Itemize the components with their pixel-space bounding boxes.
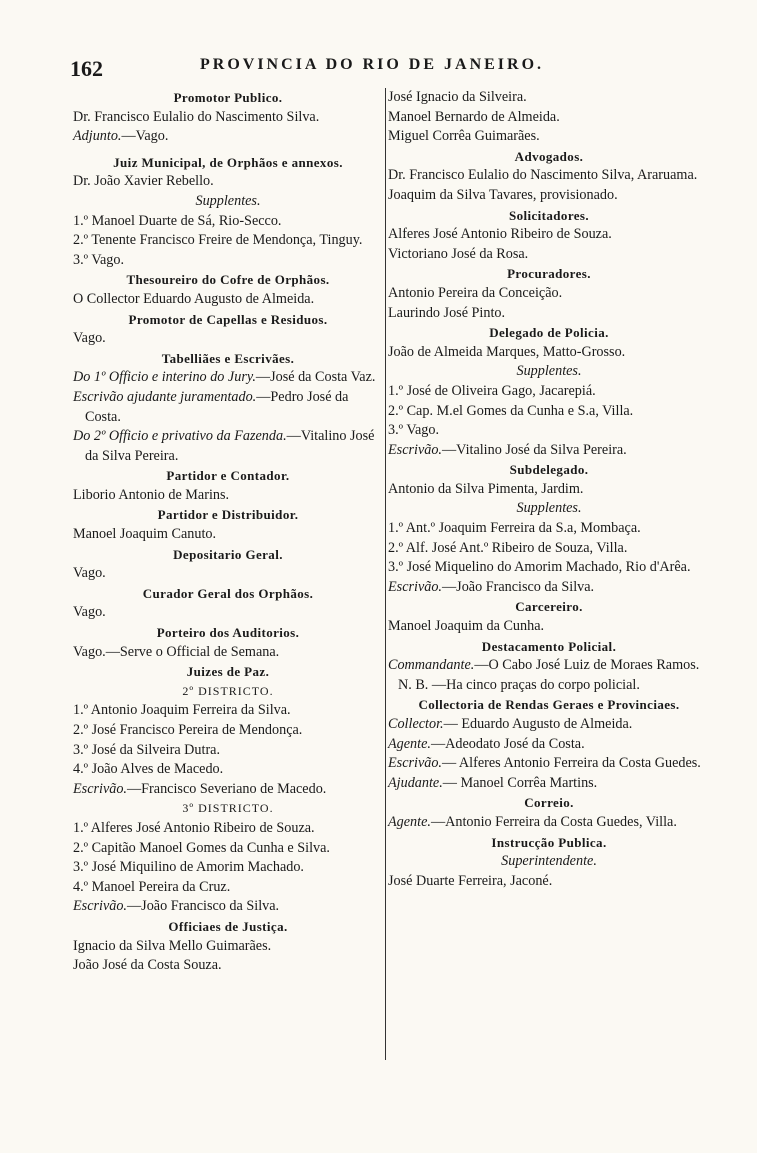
list-item: 1.º Manoel Duarte de Sá, Rio-Secco. <box>73 212 282 229</box>
entry: Alferes José Antonio Ribeiro de Souza. <box>388 226 612 243</box>
section-heading: Correio. <box>524 795 574 811</box>
note: N. B. —Ha cinco praças do corpo policial. <box>398 676 640 693</box>
list-item: 2.º Alf. José Ant.º Ribeiro de Souza, Villa. <box>388 539 628 556</box>
role: Agente. <box>388 813 431 830</box>
role: Escrivão. <box>388 441 442 458</box>
list-item: 2.º Cap. M.el Gomes da Cunha e S.a, Villa. <box>388 402 634 419</box>
role: Escrivão ajudante juramentado. <box>73 388 257 405</box>
subheading: Supplentes. <box>516 500 582 517</box>
list-item: 2.º José Francisco Pereira de Mendonça. <box>73 722 303 738</box>
district-list <box>73 819 383 897</box>
list-item: 3.º José Miquelino do Amorim Machado, Rio d'Arêa. <box>388 559 691 576</box>
district-list <box>73 701 383 779</box>
entry-text: —Vago. <box>121 128 169 145</box>
section-heading: Delegado de Policia. <box>489 325 609 341</box>
supplentes-list <box>73 212 383 271</box>
entry-text: — Manoel Corrêa Martins. <box>442 774 598 791</box>
section-heading: Subdelegado. <box>509 462 589 478</box>
entry <box>73 127 383 147</box>
section-heading: Juiz Municipal, de Orphãos e annexos. <box>113 154 343 170</box>
entry: José Ignacio da Silveira. <box>388 89 527 105</box>
entry <box>388 774 710 794</box>
section-heading: Procuradores. <box>507 266 591 282</box>
entry: Laurindo José Pinto. <box>388 304 506 321</box>
right-column <box>388 88 710 891</box>
section-heading: Instrucção Publica. <box>491 834 607 850</box>
entry: Manoel Bernardo de Almeida. <box>388 108 560 125</box>
entry <box>73 897 383 917</box>
entry <box>388 813 710 833</box>
list-item: 1.º Antonio Joaquim Ferreira da Silva. <box>73 702 291 719</box>
section-heading: Promotor de Capellas e Residuos. <box>128 311 328 327</box>
entry <box>73 388 383 427</box>
role: Commandante. <box>388 657 475 674</box>
list-item: 1.º Alferes José Antonio Ribeiro de Souza. <box>73 819 315 836</box>
section-heading: Carcereiro. <box>515 599 583 615</box>
list-item: 4.º João Alves de Macedo. <box>73 761 224 778</box>
entry-text: —Vitalino José da Silva Pereira. <box>441 441 627 458</box>
left-column <box>73 88 383 976</box>
role: Collector. <box>388 716 444 732</box>
section-heading: Thesoureiro do Cofre de Orphãos. <box>126 272 330 288</box>
subheading: Supplentes. <box>195 192 261 209</box>
entry: Antonio da Silva Pimenta, Jardim. <box>388 480 584 497</box>
section-heading: Tabelliães e Escrivães. <box>161 350 295 366</box>
section-heading: Promotor Publico. <box>173 90 283 105</box>
entry <box>388 715 710 735</box>
entry: Antonio Pereira da Conceição. <box>388 284 563 301</box>
entry-text: —Francisco Severiano de Macedo. <box>126 780 327 797</box>
role: Escrivão. <box>388 755 442 772</box>
entry <box>73 368 383 388</box>
section-heading: Depositario Geral. <box>173 546 283 562</box>
entry-text: —O Cabo José Luiz de Moraes Ramos. <box>474 657 700 674</box>
section-heading: Solicitadores. <box>508 207 590 223</box>
role: Do 2º Officio e privativo da Fazenda. <box>73 428 287 445</box>
list-item: 4.º Manoel Pereira da Cruz. <box>73 878 231 895</box>
entry <box>73 427 383 466</box>
list-item: 3.º Vago. <box>388 422 440 439</box>
supplentes-list <box>388 519 710 578</box>
role: Escrivão. <box>73 898 127 915</box>
section-heading: Advogados. <box>514 148 584 164</box>
entry-text: — Alferes Antonio Ferreira da Costa Guedes. <box>441 755 701 772</box>
entry: Vago. <box>73 565 106 582</box>
list-item: 3.º Vago. <box>73 251 125 268</box>
entry: O Collector Eduardo Augusto de Almeida. <box>73 290 315 307</box>
section-heading: Partidor e Contador. <box>166 468 290 484</box>
entry-text: —Vitalino José da Silva Pereira. <box>85 428 375 464</box>
section-heading: Officiaes de Justiça. <box>168 918 288 934</box>
section-heading: Curador Geral dos Orphãos. <box>142 585 314 601</box>
role: Adjunto. <box>73 128 122 145</box>
entry: Manoel Joaquim Canuto. <box>73 526 217 543</box>
entry: Manoel Joaquim da Cunha. <box>388 618 545 635</box>
entry: Victoriano José da Rosa. <box>388 245 529 262</box>
entry: João de Almeida Marques, Matto-Grosso. <box>388 343 626 360</box>
page-number: 162 <box>70 56 103 81</box>
section-heading: Juizes de Paz. <box>186 664 270 680</box>
entry-text: —Antonio Ferreira da Costa Guedes, Villa. <box>430 813 677 830</box>
role: Agente. <box>388 735 431 752</box>
entry: Vago.—Serve o Official de Semana. <box>73 643 280 660</box>
entry: José Duarte Ferreira, Jaconé. <box>388 872 553 889</box>
entry: Dr. João Xavier Rebello. <box>73 173 214 190</box>
entry <box>388 578 710 598</box>
entry-text: —João Francisco da Silva. <box>126 898 280 915</box>
entry-text: — Eduardo Augusto de Almeida. <box>443 716 633 732</box>
subheading: Supplentes. <box>516 363 582 380</box>
role: Ajudante. <box>388 774 443 791</box>
entry: Dr. Francisco Eulalio do Nascimento Silva. <box>73 108 320 125</box>
list-item: 1.º José de Oliveira Gago, Jacarepiá. <box>388 382 596 399</box>
role: Escrivão. <box>388 578 442 595</box>
entry: Vago. <box>73 330 106 347</box>
entry: Liborio Antonio de Marins. <box>73 486 230 503</box>
section-heading: Collectoria de Rendas Geraes e Provinciaes. <box>418 697 680 713</box>
entry: João José da Costa Souza. <box>73 957 222 974</box>
running-title: PROVINCIA DO RIO DE JANEIRO. <box>200 56 545 73</box>
list-item: 3.º José Miquilino de Amorim Machado. <box>73 859 304 876</box>
entry-text: —João Francisco da Silva. <box>441 578 595 595</box>
entry <box>73 780 383 800</box>
entry: Miguel Corrêa Guimarães. <box>388 128 540 145</box>
entry <box>388 656 710 676</box>
list-item: 3.º José da Silveira Dutra. <box>73 741 221 758</box>
entry <box>388 754 710 774</box>
section-heading: Destacamento Policial. <box>481 638 617 654</box>
entry-text: —José da Costa Vaz. <box>255 369 376 386</box>
list-item: 2.º Tenente Francisco Freire de Mendonça, Tinguy. <box>73 232 363 249</box>
entry: Dr. Francisco Eulalio do Nascimento Silva, Araruama. <box>388 167 698 184</box>
column-divider <box>385 88 386 1060</box>
entry: Joaquim da Silva Tavares, provisionado. <box>388 186 618 203</box>
role: Escrivão. <box>73 780 127 797</box>
entry: Ignacio da Silva Mello Guimarães. <box>73 937 272 954</box>
district-heading: 2º DISTRICTO. <box>182 683 274 698</box>
list-item: 2.º Capitão Manoel Gomes da Cunha e Silva. <box>73 839 330 856</box>
entry: Vago. <box>73 604 106 621</box>
role: Do 1º Officio e interino do Jury. <box>73 369 256 386</box>
section-heading: Partidor e Distribuidor. <box>157 507 299 523</box>
section-heading: Porteiro dos Auditorios. <box>156 625 300 641</box>
district-heading: 3º DISTRICTO. <box>182 801 274 816</box>
entry <box>388 735 710 755</box>
supplentes-list <box>388 382 710 441</box>
list-item: 1.º Ant.º Joaquim Ferreira da S.a, Mombaça. <box>388 520 641 537</box>
entry <box>388 441 710 461</box>
entry-text: —Adeodato José da Costa. <box>430 735 585 752</box>
subheading: Superintendente. <box>501 853 597 870</box>
entry-text: —Pedro José da Costa. <box>85 388 349 425</box>
